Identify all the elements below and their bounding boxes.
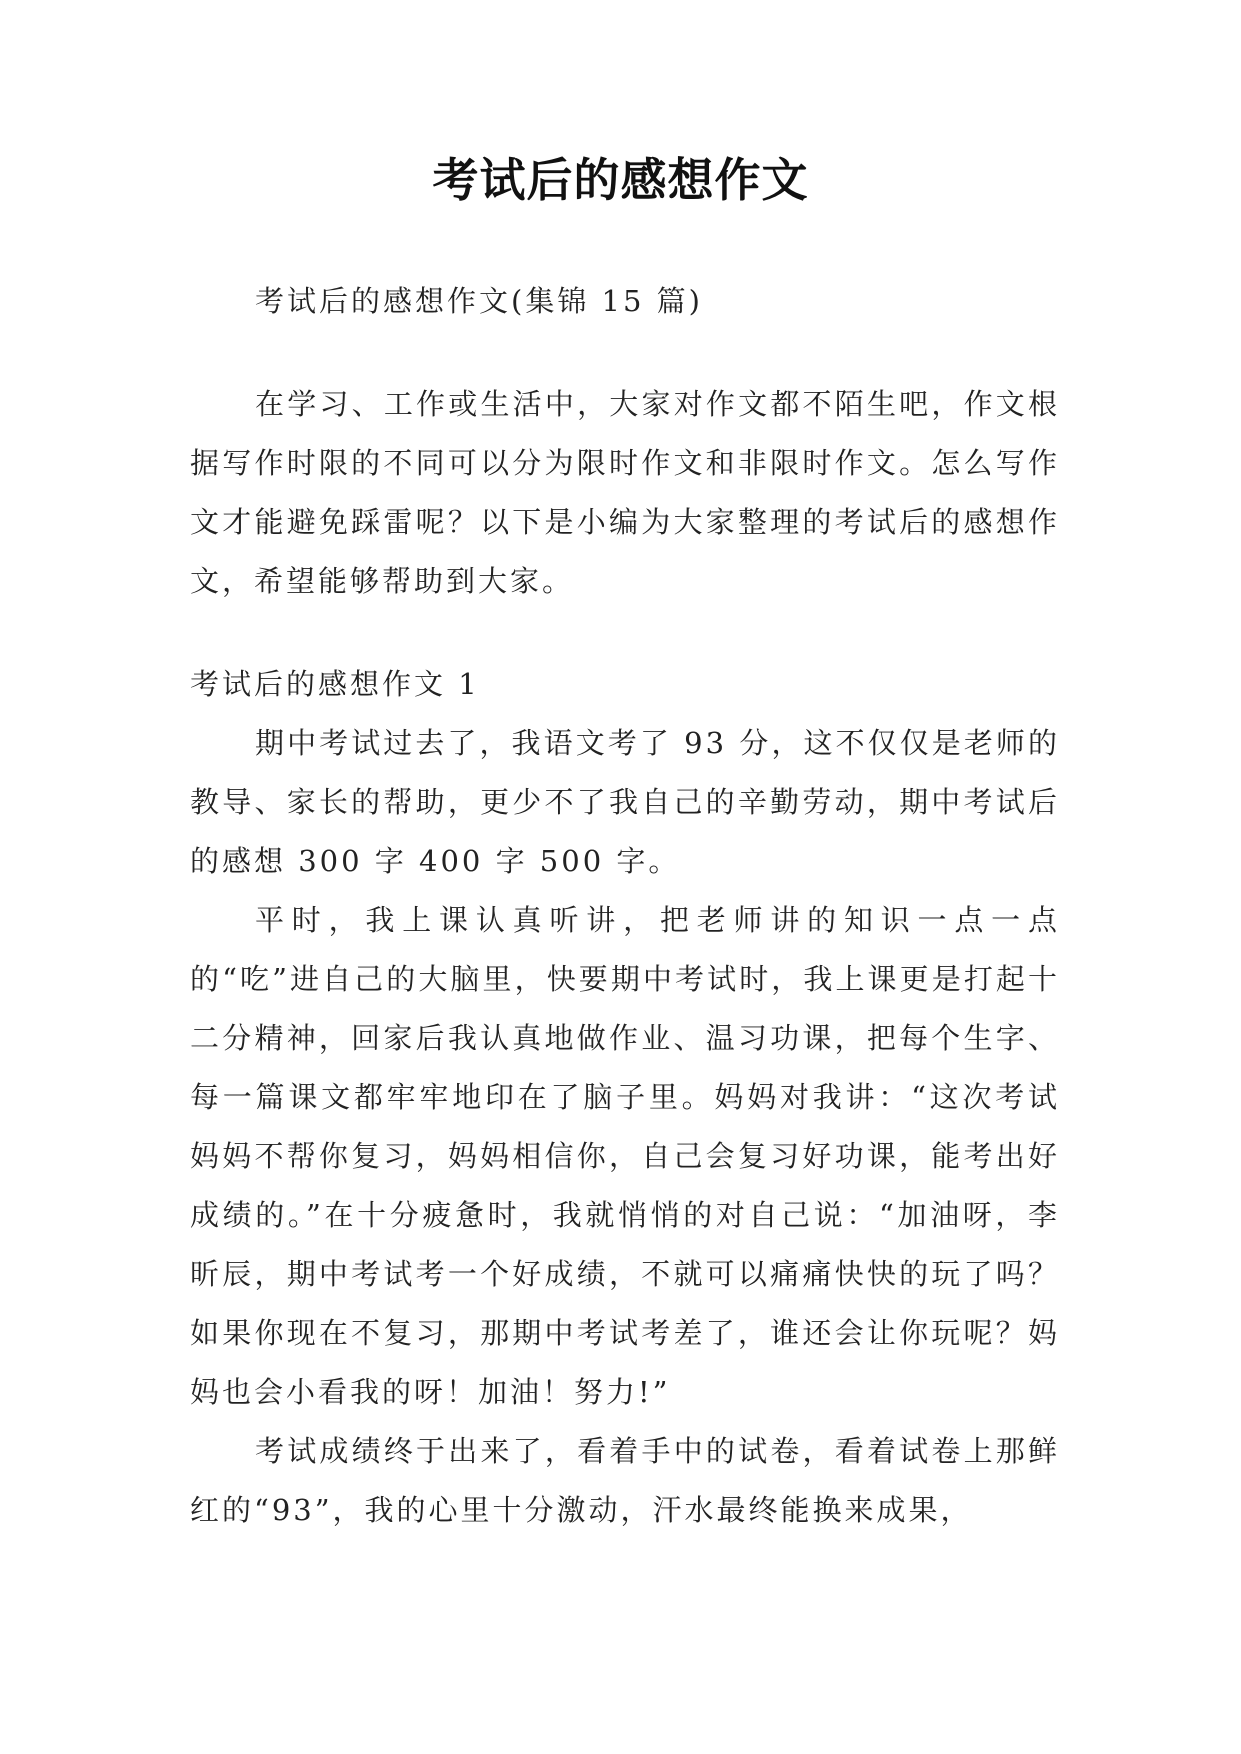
document-title: 考试后的感想作文 xyxy=(432,153,809,207)
body-paragraph-1: 期中考试过去了，我语文考了 93 分，这不仅仅是老师的教导、家长的帮助，更少不了我自己的辛勤劳动，期中考试后的感想 300 字 400 字 500 字。 xyxy=(190,726,1060,878)
intro-paragraph: 在学习、工作或生活中，大家对作文都不陌生吧，作文根据写作时限的不同可以分为限时作文和非限时作文。怎么写作文才能避免踩雷呢？以下是小编为大家整理的考试后的感想作文，希望能够帮助到大家。 xyxy=(190,387,1060,598)
body-paragraph-2: 平时，我上课认真听讲，把老师讲的知识一点一点的“吃”进自己的大脑里，快要期中考试时，我上课更是打起十二分精神，回家后我认真地做作业、温习功课，把每个生字、每一篇课文都牢牢地印在了脑子里。妈妈对我讲：“这次考试妈妈不帮你复习，妈妈相信你，自己会复习好功课，能考出好成绩的。”在十分疲惫时，我就悄悄的对自己说：“加油呀，李昕辰，期中考试考一个好成绩，不就可以痛痛快快的玩了吗？如果你现在不复习，那期中考试考差了，谁还会让你玩呢？妈妈也会小看我的呀！加油！努力!” xyxy=(190,903,1060,1409)
document-body xyxy=(190,272,1060,1540)
document-subtitle: 考试后的感想作文(集锦 15 篇) xyxy=(255,284,703,318)
section-heading: 考试后的感想作文 1 xyxy=(190,667,480,701)
body-paragraph-3: 考试成绩终于出来了，看着手中的试卷，看着试卷上那鲜红的“93”，我的心里十分激动，汗水最终能换来成果， xyxy=(190,1434,1060,1527)
